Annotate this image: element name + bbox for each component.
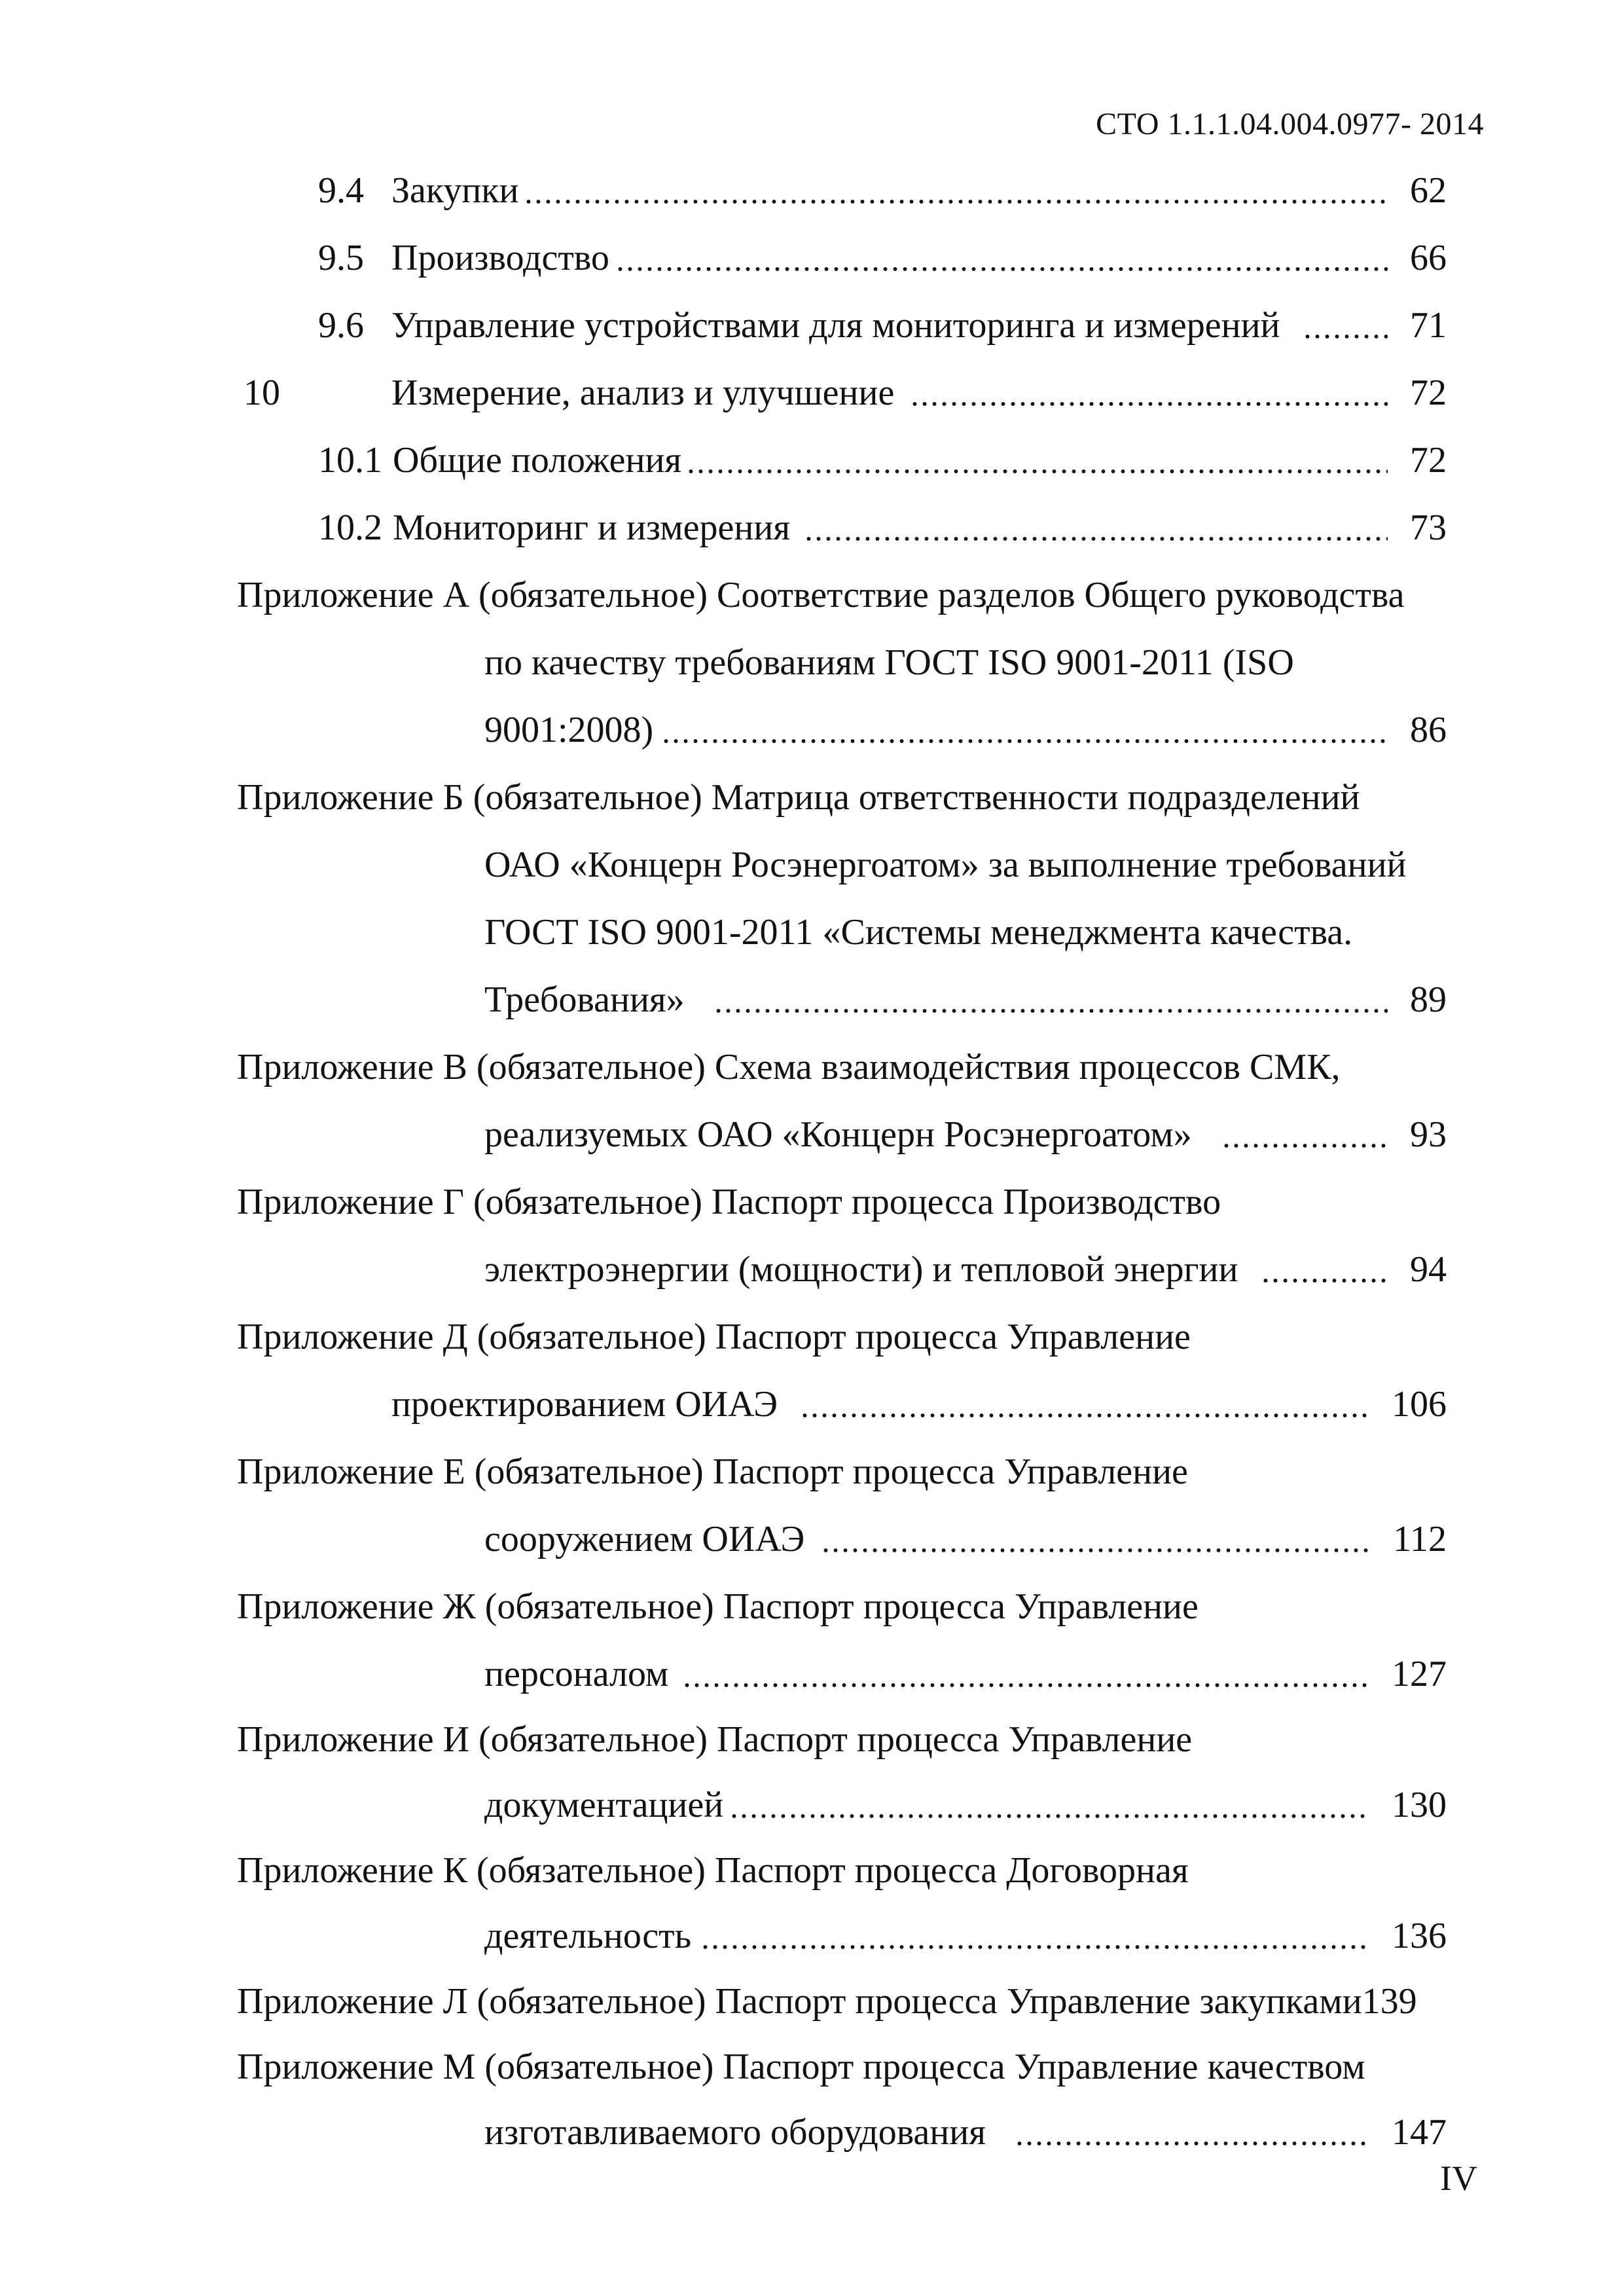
toc-entry-appendix-zh-cont (0, 1641, 1624, 1707)
toc-entry-appendix-v[interactable] (0, 1034, 1624, 1101)
toc-number: 10.2 (318, 507, 382, 548)
toc-entry-appendix-m-cont (0, 2099, 1624, 2166)
toc-number: 10 (244, 373, 280, 413)
toc-entry-appendix-d[interactable] (0, 1303, 1624, 1370)
toc-page: 72 (1410, 373, 1447, 413)
toc-entry-appendix-e[interactable] (0, 1438, 1624, 1505)
toc-title: реализуемых ОАО «Концерн Росэнергоатом» (484, 1114, 1192, 1155)
toc-entry-9-4[interactable] (0, 157, 1624, 224)
toc-number: 9.5 (318, 238, 364, 278)
toc-entry-appendix-k-cont (0, 1903, 1624, 1969)
toc-title: Приложение А (обязательное) Соответствие разделов Общего руководства (237, 575, 1405, 615)
document-code: СТО 1.1.1.04.004.0977- 2014 (1096, 107, 1484, 141)
toc-entry-appendix-e-cont (0, 1506, 1624, 1573)
toc-entry-appendix-v-cont (0, 1101, 1624, 1168)
toc-page: 130 (1392, 1785, 1447, 1825)
toc-title: Закупки (391, 170, 519, 211)
toc-entry-9-6[interactable] (0, 292, 1624, 359)
dot-leader (729, 1772, 1369, 1838)
toc-title: сооружением ОИАЭ (484, 1519, 805, 1559)
toc-entry-appendix-d-cont (0, 1371, 1624, 1438)
dot-leader (682, 1641, 1369, 1707)
toc-entry-appendix-b-cont (0, 966, 1624, 1033)
dot-leader (686, 427, 1388, 494)
toc-title: Приложение Д (обязательное) Паспорт процесса Управление (237, 1317, 1191, 1357)
toc-number: 9.4 (318, 170, 364, 211)
toc-title: ГОСТ ISO 9001-2011 «Системы менеджмента качества. (484, 912, 1353, 953)
toc-title: проектированием ОИАЭ (391, 1384, 778, 1425)
toc-title: Управление устройствами для мониторинга и измерений (391, 305, 1280, 346)
dot-leader (615, 225, 1388, 291)
toc-page: 136 (1392, 1916, 1447, 1956)
toc-entry-appendix-k[interactable] (0, 1837, 1624, 1904)
toc-title: Приложение М (обязательное) Паспорт процесса Управление качеством (237, 2047, 1365, 2087)
page-number: IV (1440, 2159, 1477, 2198)
dot-leader (800, 1371, 1369, 1438)
toc-page: 106 (1392, 1384, 1447, 1425)
toc-entry-appendix-zh[interactable] (0, 1573, 1624, 1640)
toc-title: Приложение Е (обязательное) Паспорт процесса Управление (237, 1451, 1188, 1492)
toc-page: 72 (1410, 440, 1447, 481)
toc-title: электроэнергии (мощности) и тепловой энергии (484, 1249, 1238, 1290)
toc-title: Приложение И (обязательное) Паспорт процесса Управление (237, 1719, 1193, 1760)
toc-title: деятельность (484, 1916, 692, 1956)
toc-title: по качеству требованиям ГОСТ ISO 9001-2011 (ISO (484, 642, 1294, 683)
dot-leader (661, 697, 1388, 763)
toc-page: 94 (1410, 1249, 1447, 1290)
toc-title: Мониторинг и измерения (393, 507, 791, 548)
toc-title: Измерение, анализ и улучшение (391, 373, 895, 413)
toc-page: 127 (1392, 1654, 1447, 1694)
toc-page: 93 (1410, 1114, 1447, 1155)
toc-entry-appendix-a-cont (0, 697, 1624, 763)
toc-page: 62 (1410, 170, 1447, 211)
toc-title: Приложение Л (обязательное) Паспорт процесса Управление закупками139 (237, 1981, 1417, 2022)
toc-entry-appendix-g[interactable] (0, 1169, 1624, 1235)
toc-entry-appendix-b-cont (0, 831, 1624, 898)
toc-entry-appendix-l[interactable] (0, 1968, 1624, 2035)
toc-entry-appendix-a[interactable] (0, 562, 1624, 629)
toc-entry-appendix-a-cont (0, 629, 1624, 696)
toc-page: 71 (1410, 305, 1447, 346)
toc-page: 73 (1410, 507, 1447, 548)
toc-number: 9.6 (318, 305, 364, 346)
toc-entry-appendix-m[interactable] (0, 2033, 1624, 2100)
dot-leader (804, 494, 1388, 561)
toc-number: 10.1 (318, 440, 382, 481)
dot-leader (524, 157, 1388, 224)
toc-title: документацией (484, 1785, 724, 1825)
toc-entry-appendix-g-cont (0, 1236, 1624, 1303)
toc-entry-9-5[interactable] (0, 225, 1624, 291)
toc-title: Приложение Б (обязательное) Матрица ответственности подразделений (237, 777, 1360, 818)
dot-leader (700, 1903, 1369, 1969)
toc-entry-appendix-i[interactable] (0, 1706, 1624, 1773)
toc-title: Приложение Ж (обязательное) Паспорт процесса Управление (237, 1586, 1199, 1627)
toc-title: Производство (391, 238, 609, 278)
toc-entry-appendix-b-cont (0, 899, 1624, 966)
toc-title: Приложение В (обязательное) Схема взаимодействия процессов СМК, (237, 1047, 1341, 1087)
toc-entry-appendix-i-cont (0, 1772, 1624, 1838)
toc-entry-10-1[interactable] (0, 427, 1624, 494)
toc-title: изготавливаемого оборудования (484, 2112, 986, 2153)
toc-entry-10-2[interactable] (0, 494, 1624, 561)
toc-title: Приложение К (обязательное) Паспорт процесса Договорная (237, 1850, 1189, 1891)
toc-page: 89 (1410, 979, 1447, 1020)
toc-entry-appendix-b[interactable] (0, 764, 1624, 831)
toc-page: 66 (1410, 238, 1447, 278)
toc-page: 86 (1410, 710, 1447, 750)
dot-leader (713, 966, 1388, 1033)
toc-title: 9001:2008) (484, 710, 654, 750)
toc-title: персоналом (484, 1654, 669, 1694)
toc-title: Общие положения (393, 440, 682, 481)
toc-title: Приложение Г (обязательное) Паспорт процесса Производство (237, 1182, 1221, 1222)
toc-entry-10[interactable] (0, 359, 1624, 426)
toc-title: ОАО «Концерн Росэнергоатом» за выполнение требований (484, 845, 1407, 885)
toc-title: Требования» (484, 979, 685, 1020)
toc-page: 147 (1392, 2112, 1447, 2153)
toc-page: 112 (1393, 1519, 1447, 1559)
dot-leader (821, 1506, 1369, 1573)
